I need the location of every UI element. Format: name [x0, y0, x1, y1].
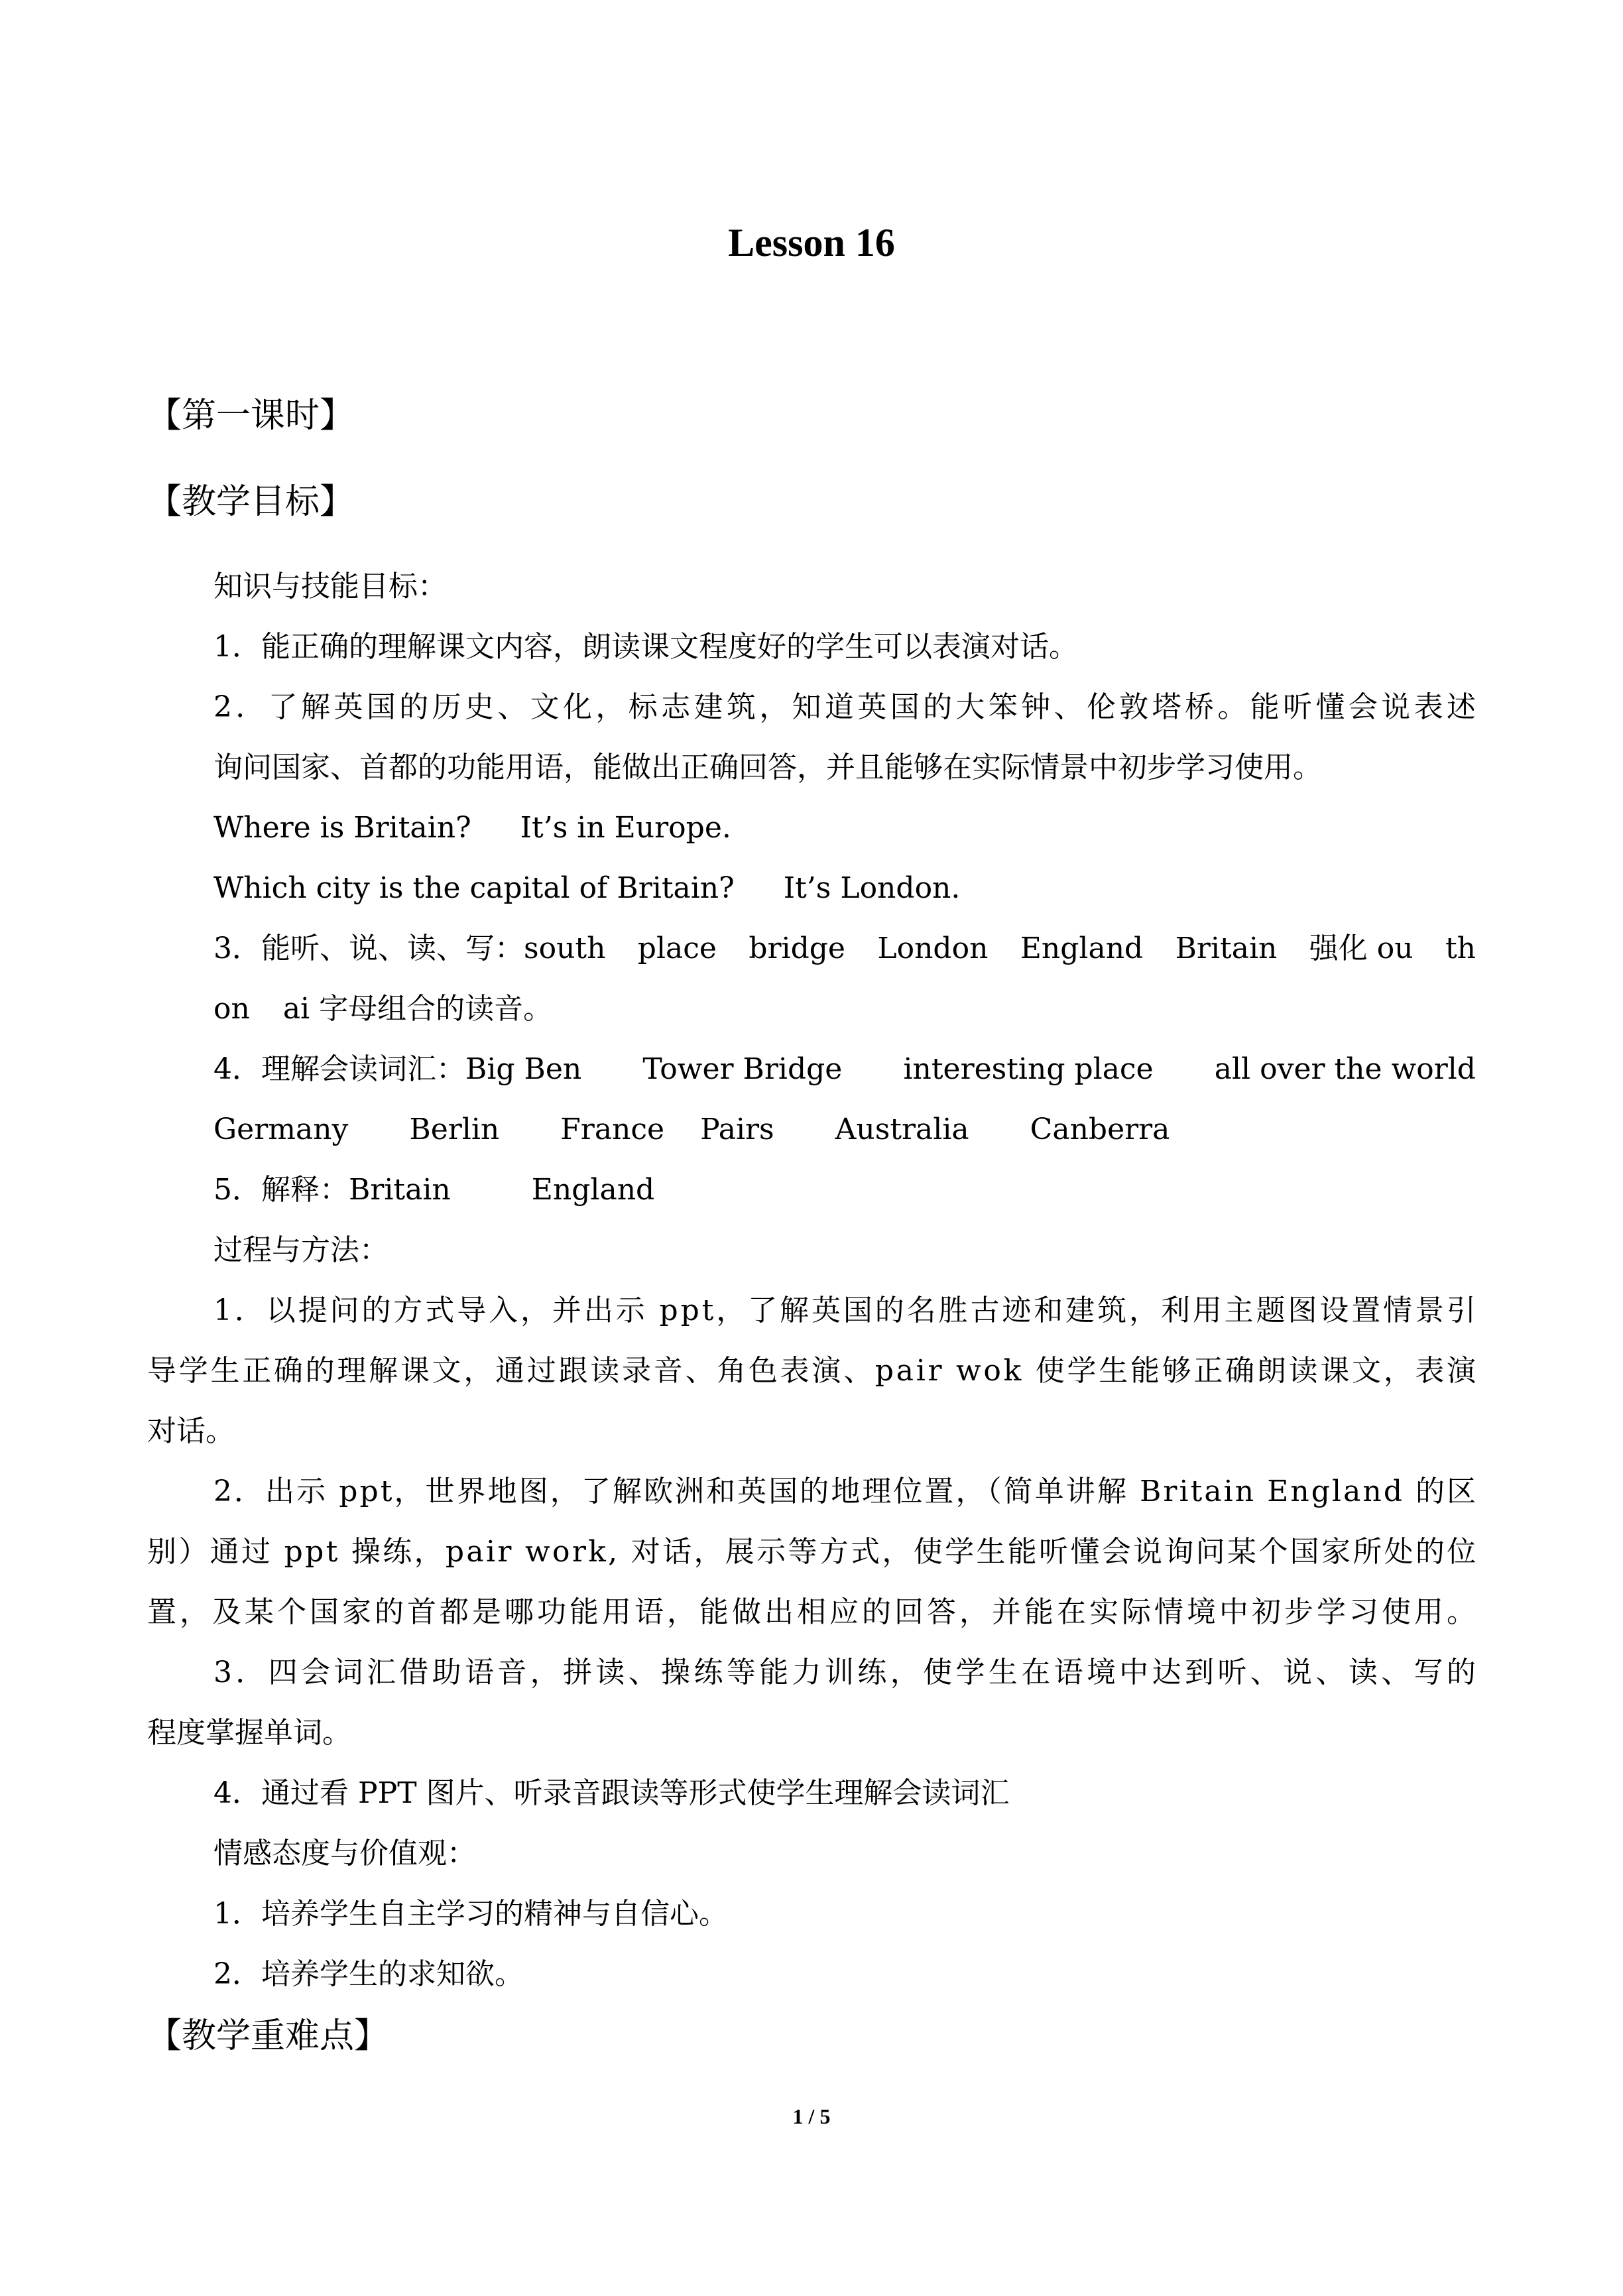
page-title: Lesson 16: [728, 221, 895, 265]
process-p1-line-3: 对话。: [147, 1414, 235, 1448]
text-segment: 别）通过 ppt 操练，pair work, 对话，展示等方式，使学生能听懂会说询问某个国家所处的位: [147, 1535, 1478, 1569]
vocab-word: England: [531, 1173, 655, 1207]
process-p3-line-2: 程度掌握单词。: [147, 1716, 351, 1750]
process-label: 过程与方法：: [213, 1233, 389, 1267]
vocab-word: England: [1020, 932, 1144, 965]
text-segment: 导学生正确的理解课文，通过跟读录音、角色表演、pair wok 使学生能够正确朗读课文，表演: [147, 1354, 1479, 1388]
heading-objectives: 【教学目标】: [147, 482, 355, 522]
process-p2-line-3: [147, 1593, 1479, 1632]
vocab-word: London: [877, 932, 989, 965]
page-number: 1 / 5: [792, 2104, 831, 2128]
vocab-word: 3．能听、说、读、写：south: [213, 932, 606, 965]
knowledge-item-2-line-2: 询问国家、首都的功能用语，能做出正确回答，并且能够在实际情景中初步学习使用。: [213, 751, 1322, 784]
vocab-word: all over the world: [1214, 1052, 1476, 1086]
vocab-word: Tower Bridge: [642, 1052, 843, 1086]
knowledge-item-5: [213, 1170, 654, 1210]
heading-period: 【第一课时】: [147, 396, 355, 436]
knowledge-item-4-line-2: [213, 1110, 1170, 1150]
attitude-item-1: 1．培养学生自主学习的精神与自信心。: [213, 1897, 728, 1931]
vocab-word: Pairs: [700, 1113, 774, 1146]
vocab-word: France: [560, 1113, 665, 1146]
vocab-word: interesting place: [903, 1052, 1154, 1086]
vocab-word: Berlin: [409, 1113, 500, 1146]
process-p1-line-2: [147, 1351, 1479, 1391]
text-segment: 置，及某个国家的首都是哪功能用语，能做出相应的回答，并能在实际情境中初步学习使用。: [147, 1595, 1479, 1629]
vocab-word: ai 字母组合的读音。: [282, 992, 553, 1026]
vocab-word: 4．理解会读词汇：Big Ben: [213, 1052, 582, 1086]
knowledge-item-2-line-1: [213, 688, 1480, 727]
vocab-word: bridge: [749, 932, 845, 965]
example-question: Where is Britain?: [213, 811, 471, 845]
vocab-word: Britain: [1175, 932, 1278, 965]
vocab-word: place: [637, 932, 717, 965]
attitude-label: 情感态度与价值观：: [213, 1837, 476, 1870]
example-line-2: [213, 869, 960, 908]
attitude-item-2: 2．培养学生的求知欲。: [213, 1957, 524, 1991]
example-answer: It’s in Europe.: [520, 811, 731, 845]
vocab-word: on: [213, 992, 250, 1026]
process-p1-line-1: [213, 1291, 1476, 1331]
vocab-word: Australia: [835, 1113, 969, 1146]
knowledge-item-3-line-2: [213, 989, 552, 1029]
knowledge-label: 知识与技能目标：: [213, 570, 447, 603]
vocab-word: 5．解释：Britain: [213, 1173, 451, 1207]
text-segment: 1．以提问的方式导入，并出示 ppt，了解英国的名胜古迹和建筑，利用主题图设置情景引: [213, 1294, 1478, 1327]
text-segment: 2．了解英国的历史、文化，标志建筑，知道英国的大笨钟、伦敦塔桥。能听懂会说表述: [213, 690, 1480, 724]
process-p2-line-1: [213, 1472, 1476, 1512]
knowledge-item-1: 1．能正确的理解课文内容，朗读课文程度好的学生可以表演对话。: [213, 630, 1078, 664]
example-question: Which city is the capital of Britain?: [213, 871, 735, 905]
process-p2-line-2: [147, 1532, 1476, 1572]
process-p3-line-1: [213, 1653, 1480, 1693]
example-answer: It’s London.: [783, 871, 961, 905]
process-p4: 4．通过看 PPT 图片、听录音跟读等形式使学生理解会读词汇: [213, 1776, 1010, 1810]
knowledge-item-4-line-1: [213, 1050, 1476, 1089]
text-segment: 2．出示 ppt，世界地图，了解欧洲和英国的地理位置，（简单讲解 Britain England 的区: [213, 1475, 1478, 1508]
vocab-word: 强化 ou: [1309, 932, 1413, 965]
heading-key-points: 【教学重难点】: [147, 2016, 389, 2056]
vocab-word: Germany: [213, 1113, 349, 1146]
vocab-word: Canberra: [1030, 1113, 1170, 1146]
knowledge-item-3-line-1: [213, 929, 1476, 969]
vocab-word: th: [1445, 932, 1476, 965]
example-line-1: [213, 808, 731, 848]
text-segment: 3．四会词汇借助语音，拼读、操练等能力训练，使学生在语境中达到听、说、读、写的: [213, 1656, 1480, 1689]
